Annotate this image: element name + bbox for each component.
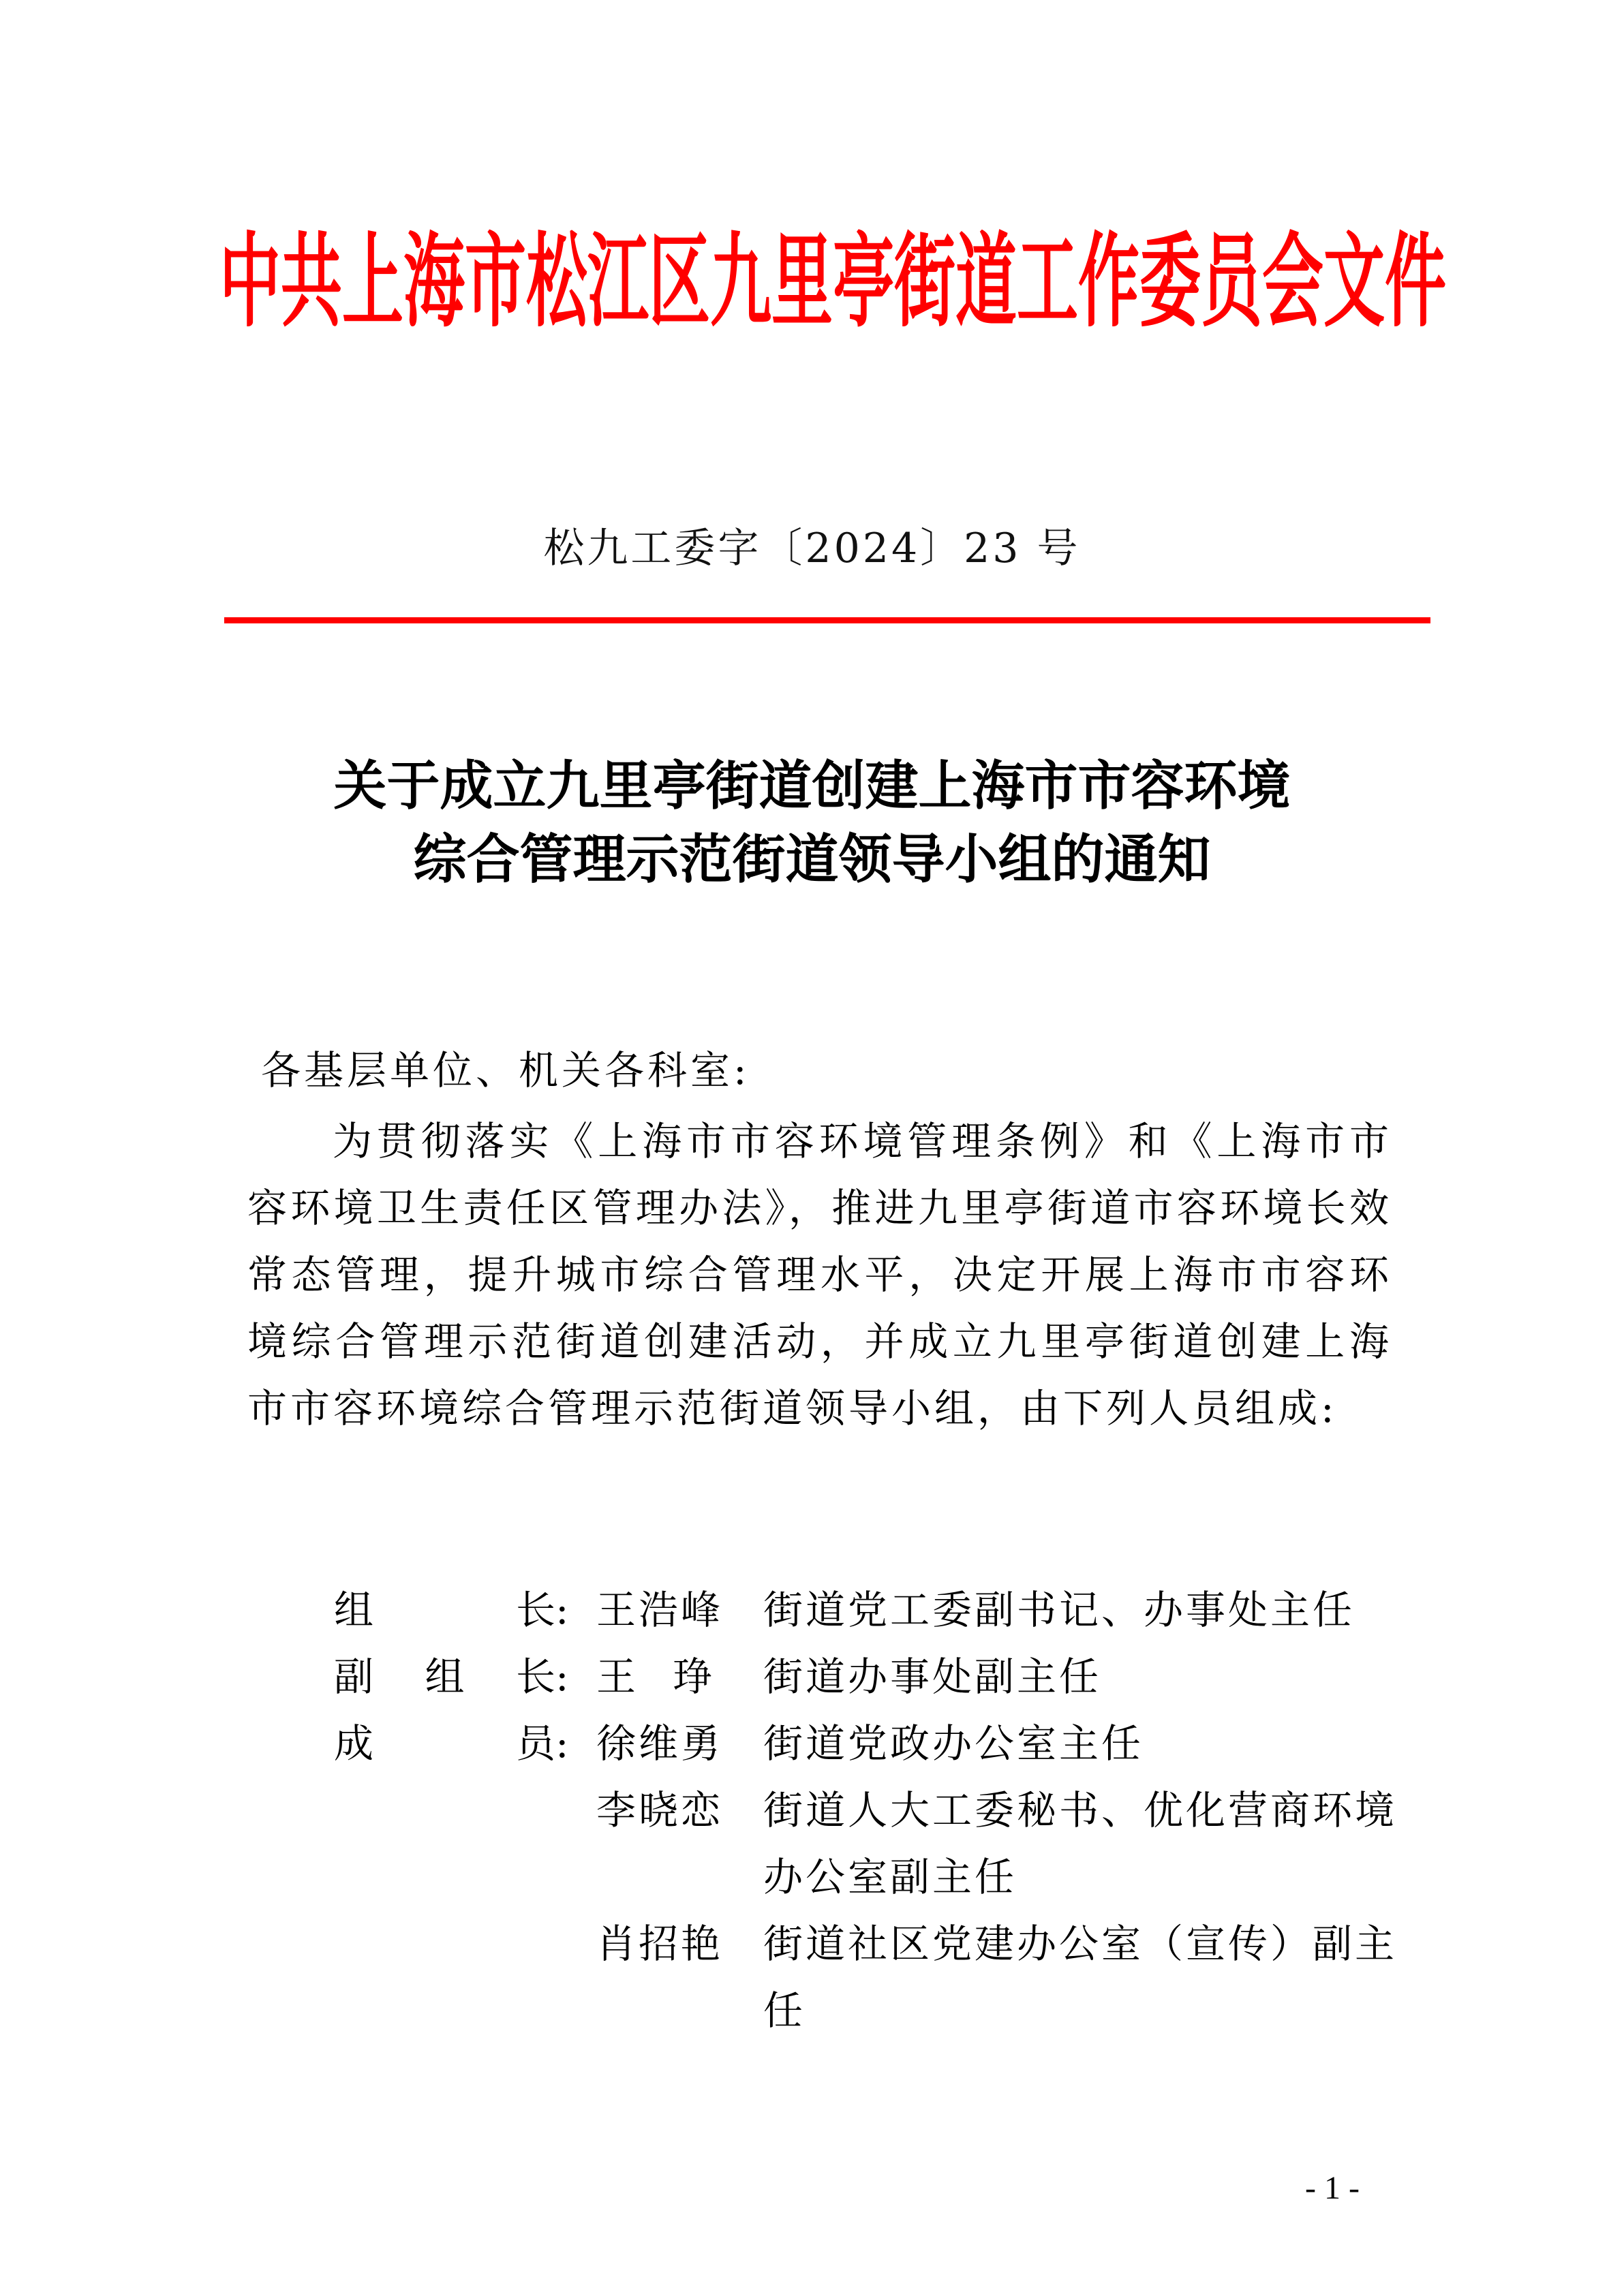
member-row-member	[334, 1910, 1397, 2044]
member-role	[334, 1710, 596, 1777]
member-role	[334, 1577, 596, 1643]
member-position: 街道党政办公室主任	[763, 1720, 1144, 1767]
issuer-title	[219, 217, 1447, 346]
member-name	[596, 1643, 712, 1710]
name-char: 琤	[672, 1654, 712, 1700]
role-char: 组	[425, 1654, 465, 1700]
document-number: 松九工委字〔2024〕23 号	[543, 525, 1081, 572]
member-name: 徐维勇	[596, 1720, 724, 1767]
member-list	[334, 1577, 1397, 2044]
body-paragraph: 为贯彻落实《上海市市容环境管理条例》和《上海市市容环境卫生责任区管理办法》，推进九里亭街道市容环境长效常态管理，提升城市综合管理水平，决定开展上海市市容环境综合管理示范街道创建活动，并成立九里亭街道创建上海市市容环境综合管理示范街道领导小组，由下列人员组成:	[247, 1118, 1392, 1431]
member-role	[334, 1643, 596, 1710]
issuer-title-text: 中共上海市松江区九里亭街道工作委员会文件	[219, 221, 1447, 341]
member-name: 李晓恋	[596, 1787, 724, 1833]
member-row-member	[334, 1777, 1397, 1910]
role-char: 组	[334, 1587, 374, 1633]
role-char: 成	[334, 1720, 374, 1767]
salutation: 各基层单位、机关各科室:	[261, 1047, 750, 1093]
notice-heading	[0, 749, 1624, 897]
name-char: 王	[596, 1654, 637, 1700]
role-colon: :	[555, 1720, 569, 1767]
role-char: 员	[515, 1720, 555, 1767]
member-row-deputy-leader	[334, 1643, 1397, 1710]
role-colon: :	[555, 1654, 569, 1700]
member-position: 街道办事处副主任	[763, 1654, 1102, 1700]
role-char: 副	[334, 1654, 374, 1700]
role-char: 长	[515, 1654, 555, 1700]
member-position: 街道人大工委秘书、优化营商环境办公室副主任	[763, 1787, 1398, 1900]
member-position: 街道社区党建办公室（宣传）副主任	[763, 1921, 1398, 2034]
notice-heading-line-1: 关于成立九里亭街道创建上海市市容环境	[333, 755, 1291, 817]
member-row-member	[334, 1710, 1397, 1777]
member-name: 王浩峰	[596, 1587, 724, 1633]
member-name: 肖招艳	[596, 1921, 724, 1967]
notice-heading-line-2: 综合管理示范街道领导小组的通知	[413, 828, 1211, 890]
role-colon: :	[555, 1587, 569, 1633]
red-separator-rule	[224, 617, 1430, 623]
member-position: 街道党工委副书记、办事处主任	[763, 1587, 1355, 1633]
role-char: 长	[515, 1587, 555, 1633]
member-row-leader	[334, 1577, 1397, 1643]
page-number: - 1 -	[1305, 2170, 1360, 2206]
